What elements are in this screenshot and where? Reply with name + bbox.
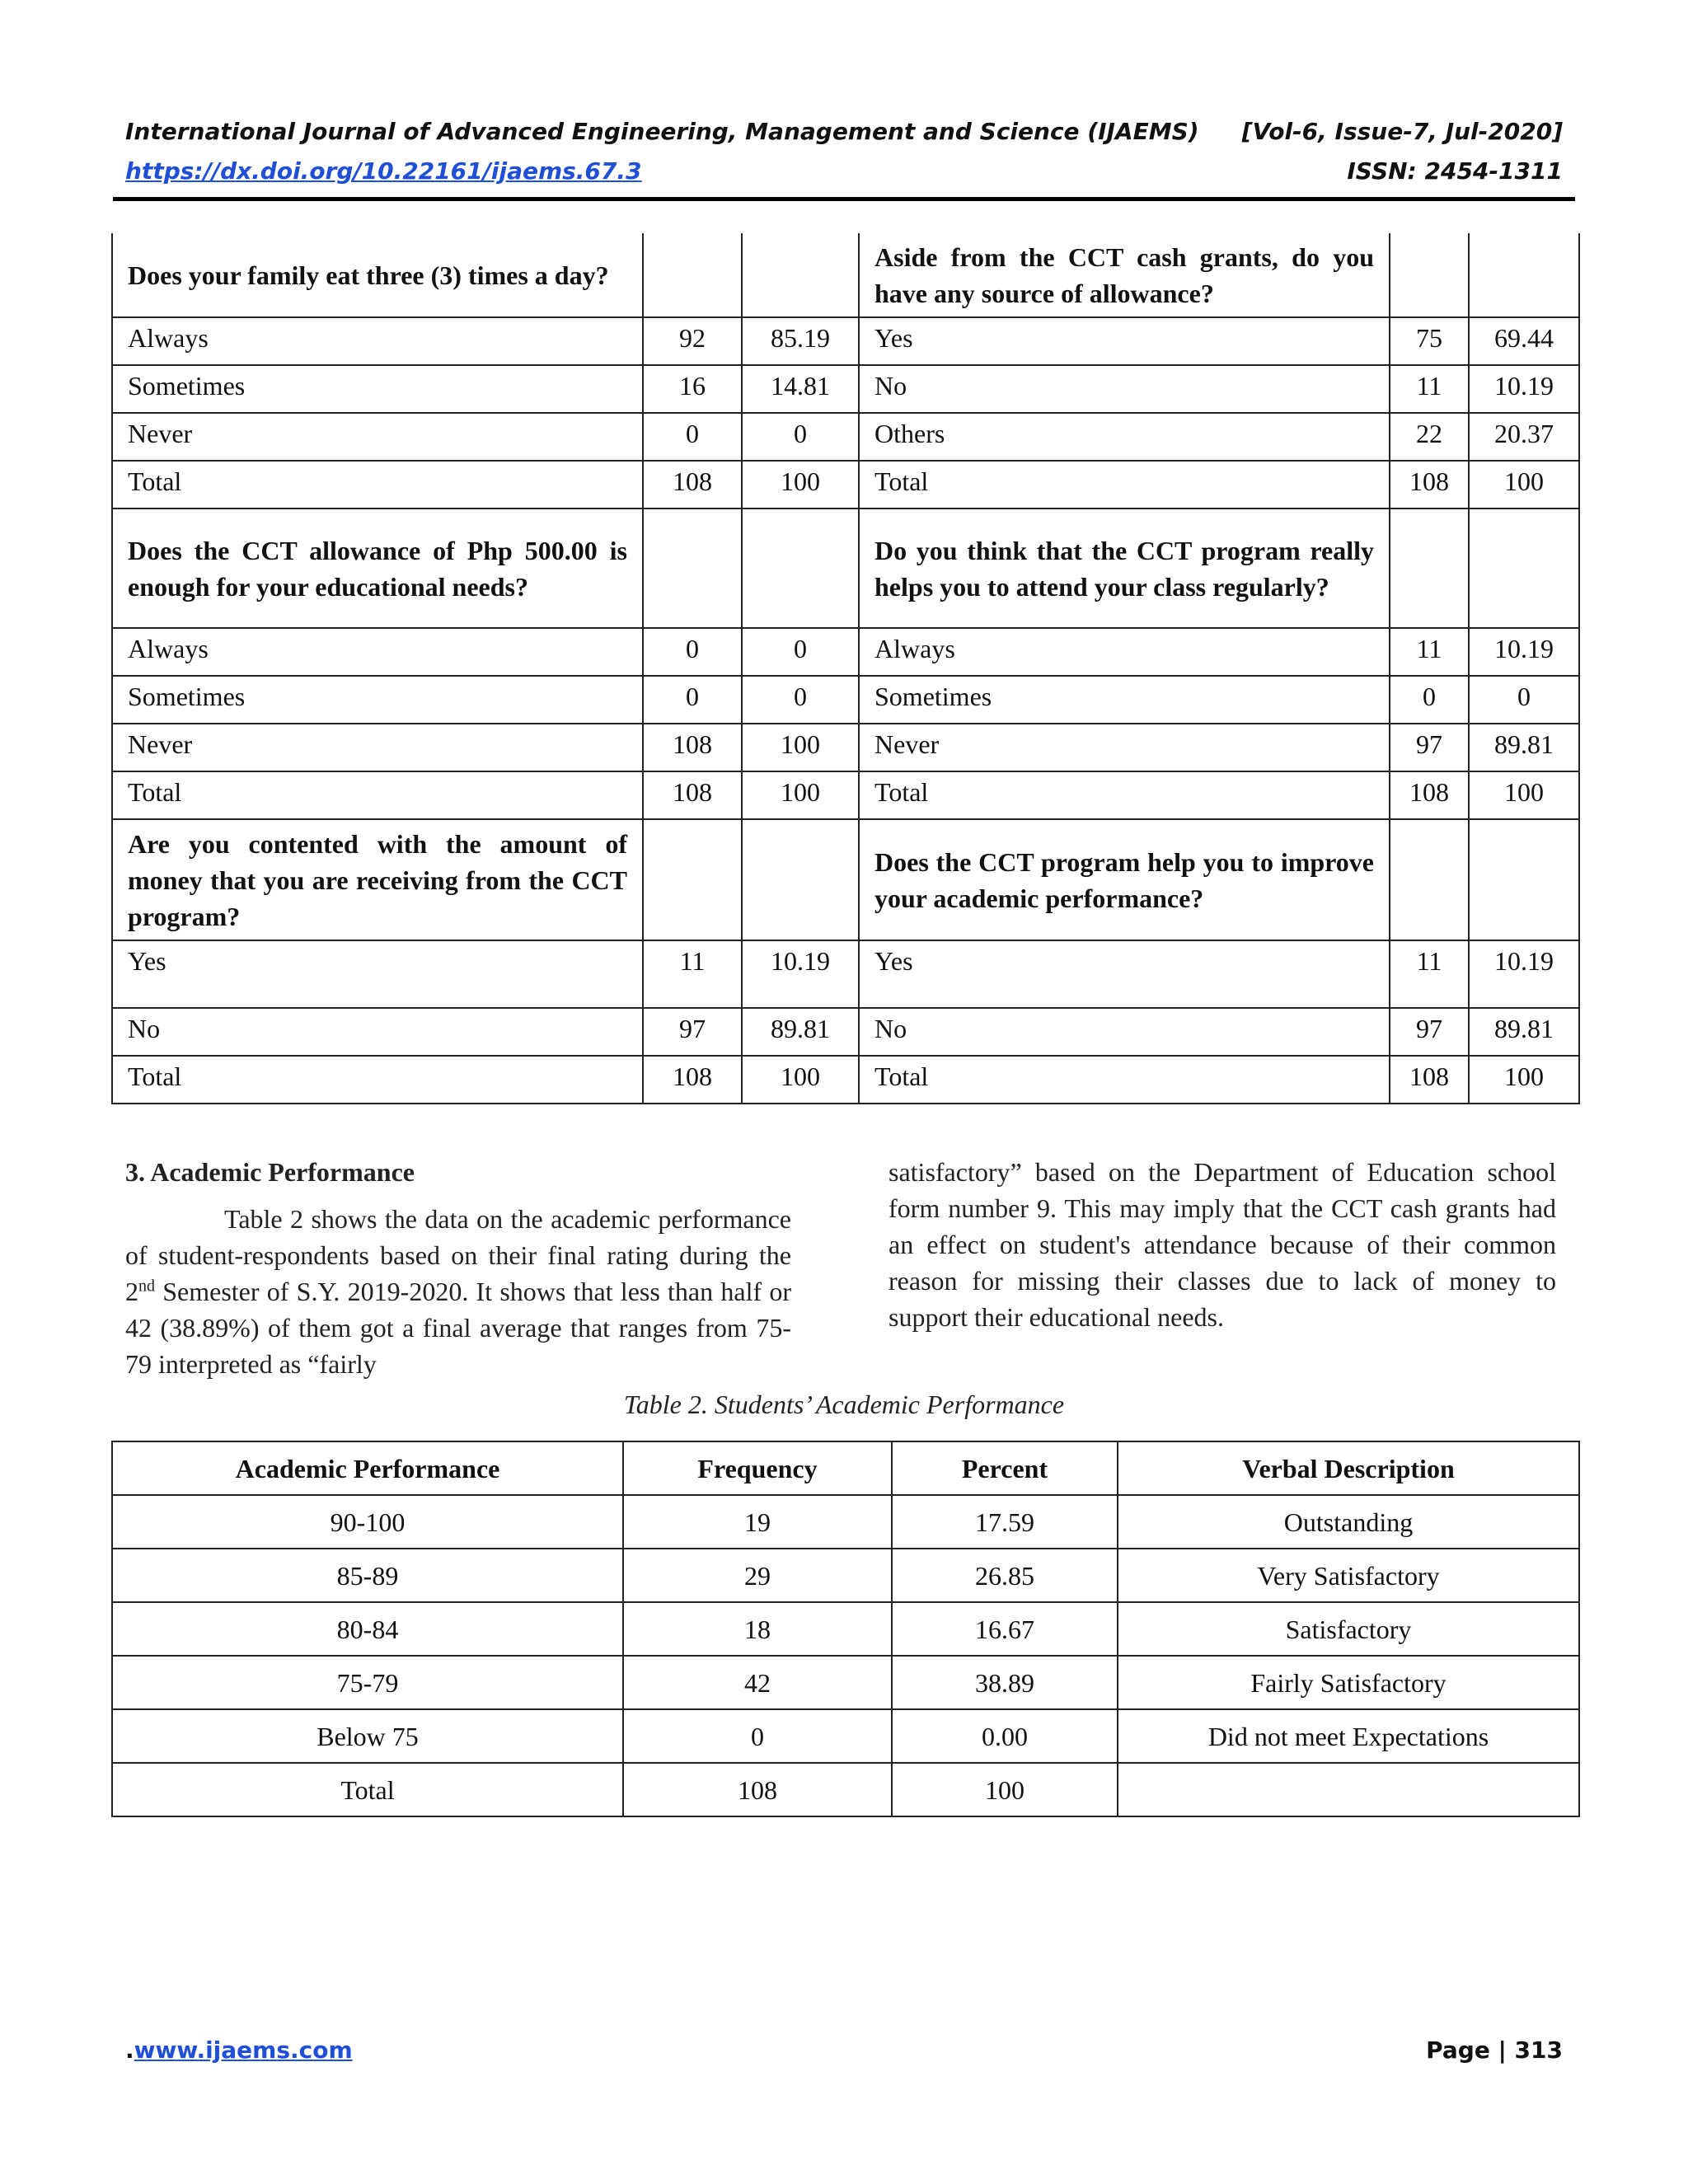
performance-range-cell: 75-79 xyxy=(112,1656,623,1709)
empty-cell xyxy=(643,509,742,628)
response-label: No xyxy=(859,1008,1390,1056)
table-row xyxy=(112,1602,1579,1656)
frequency-cell: 108 xyxy=(1390,771,1469,819)
table-row xyxy=(112,940,1579,1008)
percent-cell: 16.67 xyxy=(892,1602,1118,1656)
frequency-cell: 16 xyxy=(643,365,742,413)
table-row xyxy=(112,1056,1579,1104)
response-label: Always xyxy=(859,628,1390,676)
frequency-cell: 29 xyxy=(623,1549,892,1602)
column-header: Percent xyxy=(892,1441,1118,1495)
response-label: Always xyxy=(112,628,643,676)
percent-cell: 0.00 xyxy=(892,1709,1118,1763)
empty-cell xyxy=(1469,509,1579,628)
verbal-description-cell: Satisfactory xyxy=(1118,1602,1579,1656)
response-label: Never xyxy=(112,724,643,771)
section-right-column xyxy=(889,1154,1556,1335)
column-header: Frequency xyxy=(623,1441,892,1495)
response-label: Yes xyxy=(859,317,1390,365)
percent-cell: 14.81 xyxy=(742,365,859,413)
response-label: Others xyxy=(859,413,1390,461)
percent-cell: 100 xyxy=(1469,461,1579,509)
percent-cell: 20.37 xyxy=(1469,413,1579,461)
frequency-cell: 92 xyxy=(643,317,742,365)
table-row xyxy=(112,628,1579,676)
question-cell-right: Do you think that the CCT program really helps you to attend your class regularly? xyxy=(859,509,1390,628)
section-paragraph-start xyxy=(125,1201,791,1382)
percent-cell: 38.89 xyxy=(892,1656,1118,1709)
table-row xyxy=(112,461,1579,509)
frequency-cell: 108 xyxy=(1390,1056,1469,1104)
ordinal-suffix: nd xyxy=(138,1277,155,1296)
percent-cell: 0 xyxy=(742,628,859,676)
percent-cell: 10.19 xyxy=(1469,940,1579,1008)
percent-cell: 100 xyxy=(1469,771,1579,819)
verbal-description-cell xyxy=(1118,1763,1579,1816)
frequency-cell: 108 xyxy=(643,1056,742,1104)
percent-cell: 26.85 xyxy=(892,1549,1118,1602)
percent-cell: 10.19 xyxy=(742,940,859,1008)
question-row xyxy=(112,509,1579,628)
frequency-cell: 42 xyxy=(623,1656,892,1709)
response-label: Yes xyxy=(859,940,1390,1008)
empty-cell xyxy=(742,509,859,628)
percent-cell: 89.81 xyxy=(1469,1008,1579,1056)
verbal-description-cell: Did not meet Expectations xyxy=(1118,1709,1579,1763)
percent-cell: 10.19 xyxy=(1469,628,1579,676)
table-row xyxy=(112,317,1579,365)
paragraph-continuation: satisfactory” based on the Department of Education school form number 9. This may imply that the CCT cash grants had an effect on student's attendance because of their common reason for missing their classes due to lack of money to support their educational needs. xyxy=(889,1157,1556,1332)
response-label: Always xyxy=(112,317,643,365)
academic-performance-table xyxy=(111,1441,1580,1817)
doi-link[interactable]: https://dx.doi.org/10.22161/ijaems.67.3 xyxy=(125,157,642,185)
response-label: No xyxy=(859,365,1390,413)
performance-range-cell: Below 75 xyxy=(112,1709,623,1763)
percent-cell: 100 xyxy=(742,1056,859,1104)
table-row xyxy=(112,413,1579,461)
frequency-cell: 0 xyxy=(643,628,742,676)
percent-cell: 17.59 xyxy=(892,1495,1118,1549)
frequency-cell: 11 xyxy=(1390,365,1469,413)
frequency-cell: 108 xyxy=(643,724,742,771)
empty-cell xyxy=(1469,233,1579,317)
table-row xyxy=(112,1008,1579,1056)
frequency-cell: 0 xyxy=(1390,676,1469,724)
percent-cell: 89.81 xyxy=(1469,724,1579,771)
percent-cell: 0 xyxy=(742,676,859,724)
percent-cell: 100 xyxy=(742,771,859,819)
question-cell-left: Are you contented with the amount of money that you are receiving from the CCT program? xyxy=(112,819,643,940)
response-label: Total xyxy=(859,771,1390,819)
frequency-cell: 19 xyxy=(623,1495,892,1549)
frequency-cell: 97 xyxy=(643,1008,742,1056)
issn: ISSN: 2454-1311 xyxy=(1347,157,1563,185)
table-row xyxy=(112,1495,1579,1549)
empty-cell xyxy=(643,233,742,317)
response-label: Total xyxy=(859,461,1390,509)
response-label: Sometimes xyxy=(112,676,643,724)
percent-cell: 10.19 xyxy=(1469,365,1579,413)
frequency-cell: 0 xyxy=(623,1709,892,1763)
percent-cell: 0 xyxy=(742,413,859,461)
table-row xyxy=(112,1709,1579,1763)
survey-table xyxy=(111,233,1580,1104)
response-label: Never xyxy=(112,413,643,461)
response-label: Sometimes xyxy=(112,365,643,413)
response-label: Total xyxy=(112,461,643,509)
question-cell-right: Aside from the CCT cash grants, do you have any source of allowance? xyxy=(859,233,1390,317)
table-row xyxy=(112,365,1579,413)
table-row xyxy=(112,1549,1579,1602)
percent-cell: 89.81 xyxy=(742,1008,859,1056)
question-row xyxy=(112,233,1579,317)
percent-cell: 69.44 xyxy=(1469,317,1579,365)
response-label: Yes xyxy=(112,940,643,1008)
empty-cell xyxy=(1390,509,1469,628)
empty-cell xyxy=(742,233,859,317)
volume-issue: [Vol-6, Issue-7, Jul-2020] xyxy=(1241,118,1563,145)
performance-range-cell: Total xyxy=(112,1763,623,1816)
percent-cell: 100 xyxy=(892,1763,1118,1816)
frequency-cell: 108 xyxy=(623,1763,892,1816)
frequency-cell: 18 xyxy=(623,1602,892,1656)
percent-cell: 100 xyxy=(742,461,859,509)
footer-site-link[interactable]: www.ijaems.com xyxy=(134,2036,353,2064)
frequency-cell: 0 xyxy=(643,676,742,724)
frequency-cell: 97 xyxy=(1390,1008,1469,1056)
question-cell-left: Does your family eat three (3) times a day? xyxy=(112,233,643,317)
empty-cell xyxy=(1390,819,1469,940)
frequency-cell: 108 xyxy=(643,461,742,509)
response-label: Total xyxy=(112,771,643,819)
page-number: Page | 313 xyxy=(1426,2036,1563,2064)
frequency-cell: 22 xyxy=(1390,413,1469,461)
percent-cell: 0 xyxy=(1469,676,1579,724)
paragraph-text-cont: Semester of S.Y. 2019-2020. It shows that less than half or 42 (38.89%) of them got a final average that ranges from 75-79 interpreted as “fairly xyxy=(125,1277,791,1379)
footer-dot: . xyxy=(125,2036,134,2064)
percent-cell: 100 xyxy=(1469,1056,1579,1104)
verbal-description-cell: Very Satisfactory xyxy=(1118,1549,1579,1602)
table-row xyxy=(112,676,1579,724)
table-row xyxy=(112,724,1579,771)
response-label: Total xyxy=(859,1056,1390,1104)
journal-title: International Journal of Advanced Engineering, Management and Science (IJAEMS) xyxy=(125,118,1199,145)
response-label: Sometimes xyxy=(859,676,1390,724)
empty-cell xyxy=(1390,233,1469,317)
empty-cell xyxy=(742,819,859,940)
frequency-cell: 11 xyxy=(1390,940,1469,1008)
column-header: Academic Performance xyxy=(112,1441,623,1495)
header-rule xyxy=(113,197,1575,201)
section-heading: 3. Academic Performance xyxy=(125,1157,415,1187)
frequency-cell: 97 xyxy=(1390,724,1469,771)
table-row xyxy=(112,1656,1579,1709)
performance-range-cell: 80-84 xyxy=(112,1602,623,1656)
verbal-description-cell: Outstanding xyxy=(1118,1495,1579,1549)
section-left-column xyxy=(125,1154,791,1382)
table-row xyxy=(112,771,1579,819)
frequency-cell: 75 xyxy=(1390,317,1469,365)
column-header: Verbal Description xyxy=(1118,1441,1579,1495)
question-cell-right: Does the CCT program help you to improve your academic performance? xyxy=(859,819,1390,940)
table-row xyxy=(112,1763,1579,1816)
frequency-cell: 108 xyxy=(1390,461,1469,509)
response-label: Total xyxy=(112,1056,643,1104)
performance-range-cell: 85-89 xyxy=(112,1549,623,1602)
empty-cell xyxy=(1469,819,1579,940)
paragraph-text: Table 2 shows the data on the academic performance of student-respondents based on their final rating during the 2 xyxy=(125,1204,791,1306)
table2-caption: Table 2. Students’ Academic Performance xyxy=(623,1390,1065,1419)
empty-cell xyxy=(643,819,742,940)
frequency-cell: 108 xyxy=(643,771,742,819)
response-label: Never xyxy=(859,724,1390,771)
question-cell-left: Does the CCT allowance of Php 500.00 is enough for your educational needs? xyxy=(112,509,643,628)
verbal-description-cell: Fairly Satisfactory xyxy=(1118,1656,1579,1709)
response-label: No xyxy=(112,1008,643,1056)
performance-range-cell: 90-100 xyxy=(112,1495,623,1549)
question-row xyxy=(112,819,1579,940)
frequency-cell: 0 xyxy=(643,413,742,461)
percent-cell: 85.19 xyxy=(742,317,859,365)
percent-cell: 100 xyxy=(742,724,859,771)
frequency-cell: 11 xyxy=(643,940,742,1008)
frequency-cell: 11 xyxy=(1390,628,1469,676)
